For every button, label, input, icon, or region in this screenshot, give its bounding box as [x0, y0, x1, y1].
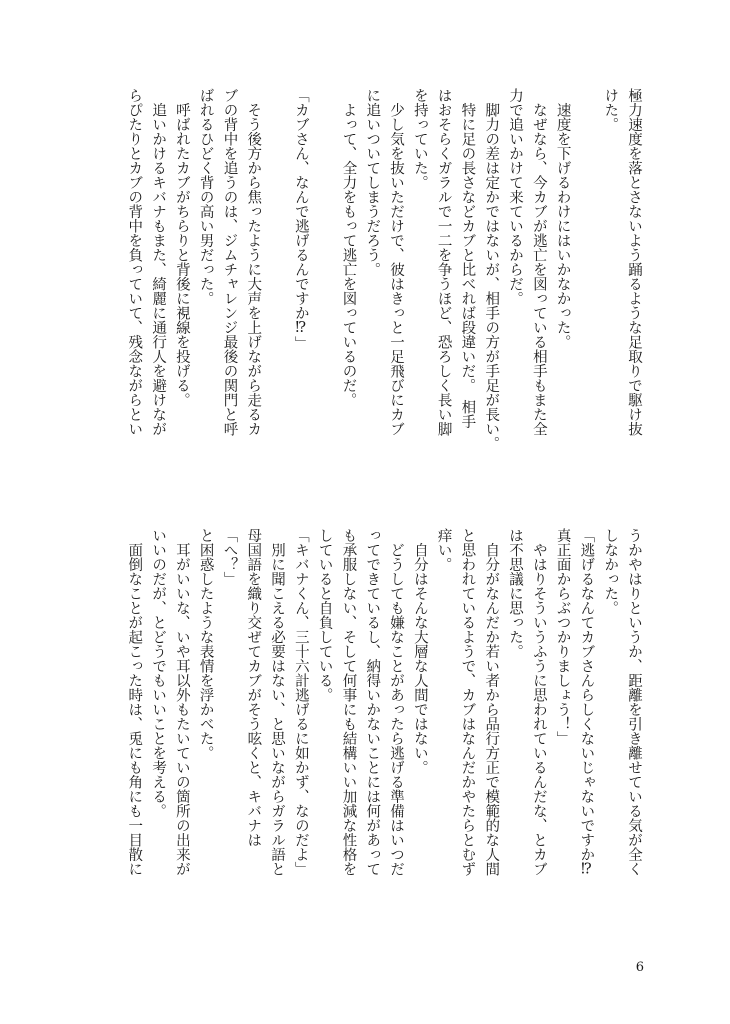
text-line: に追いついてしまうだろう。: [364, 88, 381, 277]
text-line: 脚力の差は定かではないが、相手の方が手足が長い。: [483, 88, 500, 451]
text-line: 呼ばれたカブがちらりと背後に視線を投げる。: [173, 88, 190, 407]
text-line: ってできているし、納得いかないことには何があって: [364, 528, 381, 876]
text-line: 別に聞こえる必要はない、と思いながらガラル語と: [269, 528, 286, 876]
text-line: 「カブさん、なんで逃げるんですか⁉」: [292, 88, 309, 351]
text-line: 自分がなんだか若い者から品行方正で模範的な人間: [483, 528, 500, 876]
text-line: [264, 88, 288, 493]
text-line: も承服しない、そして何事にも結構いい加減な性格を: [340, 528, 357, 876]
text-line: なぜなら、今カブが逃亡を図っている相手もまた全: [530, 88, 547, 436]
text-line: していると自負している。: [316, 528, 333, 702]
text-line: ブの背中を追うのは、ジムチャレンジ最後の関門と呼: [221, 88, 238, 436]
text-block-bottom: [126, 528, 645, 953]
text-line: 追いかけるキバナもまた、綺麗に通行人を避けなが: [150, 88, 167, 436]
text-line: いいのだが、とどうでもいいことを考える。: [150, 528, 167, 818]
text-line: よって、全力をもって逃亡を図っているのだ。: [340, 88, 357, 407]
text-line: けた。: [602, 88, 619, 132]
text-line: [574, 88, 598, 493]
page-number: 6: [635, 960, 644, 975]
text-line: 耳がいいな、いや耳以外もたいていの箇所の出来が: [173, 528, 190, 876]
text-line: 面倒なことが起こった時は、兎にも角にも一目散に: [126, 528, 143, 876]
text-line: [312, 88, 336, 493]
text-line: 「キバナくん、三十六計逃げるに如かず、なのだよ」: [292, 528, 309, 876]
text-line: やはりそういうふうに思われているんだな、とカブ: [530, 528, 547, 876]
text-line: 力で追いかけて来ているからだ。: [507, 88, 524, 306]
text-line: と困惑したような表情を浮かべた。: [197, 528, 214, 760]
text-line: ばれるひどく背の高い男だった。: [197, 88, 214, 306]
text-line: 痒い。: [435, 528, 452, 572]
text-line: 特に足の長さなどカブと比べれば段違いだ。 相手: [459, 88, 476, 429]
text-line: は不思議に思った。: [507, 528, 524, 659]
text-line: 「へ？」: [221, 528, 238, 586]
text-line: 母国語を織り交ぜてカブがそう呟くと、キバナは: [245, 528, 262, 847]
text-block-top: [126, 88, 645, 493]
text-line: うかやはりというか、距離を引き離せている気が全く: [626, 528, 642, 876]
text-line: しなかった。: [602, 528, 619, 615]
text-line: と思われているようで、カブはなんだかやたらとむず: [459, 528, 476, 876]
text-line: らぴたりとカブの背中を負っていて、残念ながらとい: [126, 88, 143, 436]
text-line: 少し気を抜いただけで、彼はきっと一足飛びにカブ: [388, 88, 405, 436]
text-line: 極力速度を落とさないよう踊るような足取りで駆け抜: [626, 88, 642, 436]
text-line: を持っていた。: [411, 88, 428, 190]
text-line: はおそらくガラルで一二を争うほど、恐ろしく長い脚: [435, 88, 452, 436]
text-line: 「逃げるなんてカブさんらしくないじゃないですか⁉: [578, 528, 595, 878]
text-line: 自分はそんな大層な人間ではない。: [411, 528, 428, 775]
text-line: そう後方から焦ったように大声を上げながら走るカ: [245, 88, 262, 436]
text-line: どうしても嫌なことがあったら逃げる準備はいつだ: [388, 528, 405, 876]
text-line: 真正面からぶつかりましょう！」: [554, 528, 571, 746]
text-line: 速度を下げるわけにはいかなかった。: [554, 88, 571, 349]
